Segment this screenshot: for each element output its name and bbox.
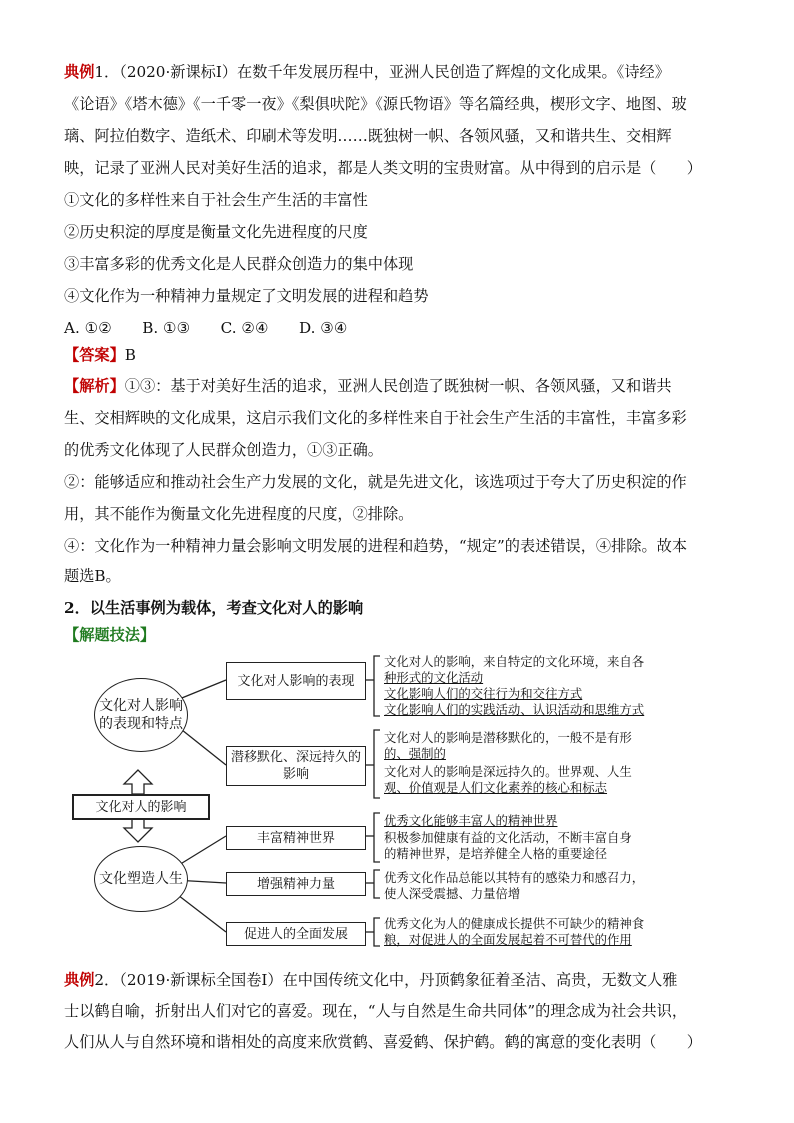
answer-value: B <box>124 346 136 364</box>
option-1: ①文化的多样性来自于社会生产生活的丰富性 <box>64 191 368 209</box>
example1-line3: 璃、阿拉伯数字、造纸术、印刷术等发明……既独树一帜、各领风骚，又和谐共生、交相辉 <box>64 127 672 145</box>
example1-number: 1． <box>94 63 120 81</box>
analysis-line6: ④：文化作为一种精神力量会影响文明发展的进程和趋势，“规定”的表述错误，④排除。故本 <box>64 537 688 555</box>
option-2: ②历史积淀的厚度是衡量文化先进程度的尺度 <box>64 223 368 241</box>
box-subtle-influence: 潜移默化、深远持久的影响 <box>226 746 366 786</box>
analysis-line3: 的优秀文化体现了人民群众创造力，①③正确。 <box>64 441 383 459</box>
text-3b: 积极参加健康有益的文化活动，不断丰富自身 <box>384 830 632 845</box>
text-5b: 粮，对促进人的全面发展起着不可替代的作用 <box>384 932 632 947</box>
example1-label: 典例 <box>64 63 95 81</box>
example2-line3: 人们从人与自然环境和谐相处的高度来欣赏鹤、喜爱鹤、保护鹤。鹤的寓意的变化表明（ ） <box>64 1033 702 1051</box>
option-3: ③丰富多彩的优秀文化是人民群众创造力的集中体现 <box>64 255 414 273</box>
top-ellipse: 文化对人影响的表现和特点 <box>94 678 188 752</box>
box-spiritual-strength: 增强精神力量 <box>226 872 366 896</box>
box-manifestation: 文化对人影响的表现 <box>226 662 366 700</box>
text-4b: 使人深受震撼、力量倍增 <box>384 886 521 901</box>
text-2d: 观、价值观是人们文化素养的核心和标志 <box>384 780 608 795</box>
center-box: 文化对人的影响 <box>72 794 210 820</box>
analysis-line2: 生、交相辉映的文化成果，这启示我们文化的多样性来自于社会生产生活的丰富性，丰富多彩 <box>64 409 687 427</box>
example1-line2: 《论语》《塔木德》《一千零一夜》《梨俱吠陀》《源氏物语》等名篇经典，楔形文字、地图、玻 <box>64 95 687 113</box>
text-1c: 文化影响人们的交往行为和交往方式 <box>384 686 583 701</box>
example2-label: 典例 <box>64 971 95 989</box>
text-3a: 优秀文化能够丰富人的精神世界 <box>384 813 558 828</box>
text-4a: 优秀文化作品总能以其特有的感染力和感召力， <box>384 870 645 885</box>
section2-heading: 2．以生活事例为载体，考查文化对人的影响 <box>64 599 364 617</box>
box-all-round-development: 促进人的全面发展 <box>226 922 366 946</box>
text-1d: 文化影响人们的实践活动、认识活动和思维方式 <box>384 702 645 717</box>
bottom-ellipse: 文化塑造人生 <box>94 846 188 912</box>
example1-line1 <box>64 62 670 82</box>
analysis-line5: 用，其不能作为衡量文化先进程度的尺度，②排除。 <box>64 505 414 523</box>
text-3c: 的精神世界，是培养健全人格的重要途径 <box>384 846 608 861</box>
analysis-line1 <box>64 376 672 396</box>
text-5a: 优秀文化为人的健康成长提供不可缺少的精神食 <box>384 916 645 931</box>
text-2c: 文化对人的影响是深远持久的。世界观、人生 <box>384 764 632 779</box>
example2-text: （2019·新课标全国卷Ⅰ）在中国传统文化中，丹顶鹤象征着圣洁、高贵，无数文人雅 <box>119 971 678 989</box>
example2-line2: 士以鹤自喻，折射出人们对它的喜爱。现在，“人与自然是生命共同体”的理念成为社会共识， <box>64 1002 688 1020</box>
analysis-text: ①③：基于对美好生活的追求，亚洲人民创造了既独树一帜、各领风骚，又和谐共 <box>124 377 672 395</box>
example2-number: 2． <box>94 971 120 989</box>
tip-tag: 【解题技法】 <box>64 626 156 644</box>
example2-line1 <box>64 970 678 990</box>
text-2b: 的、强制的 <box>384 746 446 761</box>
box-spiritual-world: 丰富精神世界 <box>226 826 366 850</box>
mind-map-diagram <box>64 650 734 950</box>
example1-line4: 映，记录了亚洲人民对美好生活的追求，都是人类文明的宝贵财富。从中得到的启示是（ ） <box>64 159 702 177</box>
answer-line <box>64 345 136 365</box>
text-2a: 文化对人的影响是潜移默化的，一般不是有形 <box>384 730 632 745</box>
analysis-tag: 【解析】 <box>64 377 125 395</box>
analysis-line7: 题选B。 <box>64 567 121 585</box>
option-4: ④文化作为一种精神力量规定了文明发展的进程和趋势 <box>64 287 429 305</box>
text-1b: 种形式的文化活动 <box>384 670 484 685</box>
answer-choices: A. ①② B. ①③ C. ②④ D. ③④ <box>64 319 348 337</box>
answer-tag: 【答案】 <box>64 346 125 364</box>
text-1a: 文化对人的影响，来自特定的文化环境，来自各 <box>384 654 645 669</box>
analysis-line4: ②：能够适应和推动社会生产力发展的文化，就是先进文化，该选项过于夸大了历史积淀的作 <box>64 473 687 491</box>
example1-text: （2020·新课标Ⅰ）在数千年发展历程中，亚洲人民创造了辉煌的文化成果。《诗经》 <box>119 63 670 81</box>
